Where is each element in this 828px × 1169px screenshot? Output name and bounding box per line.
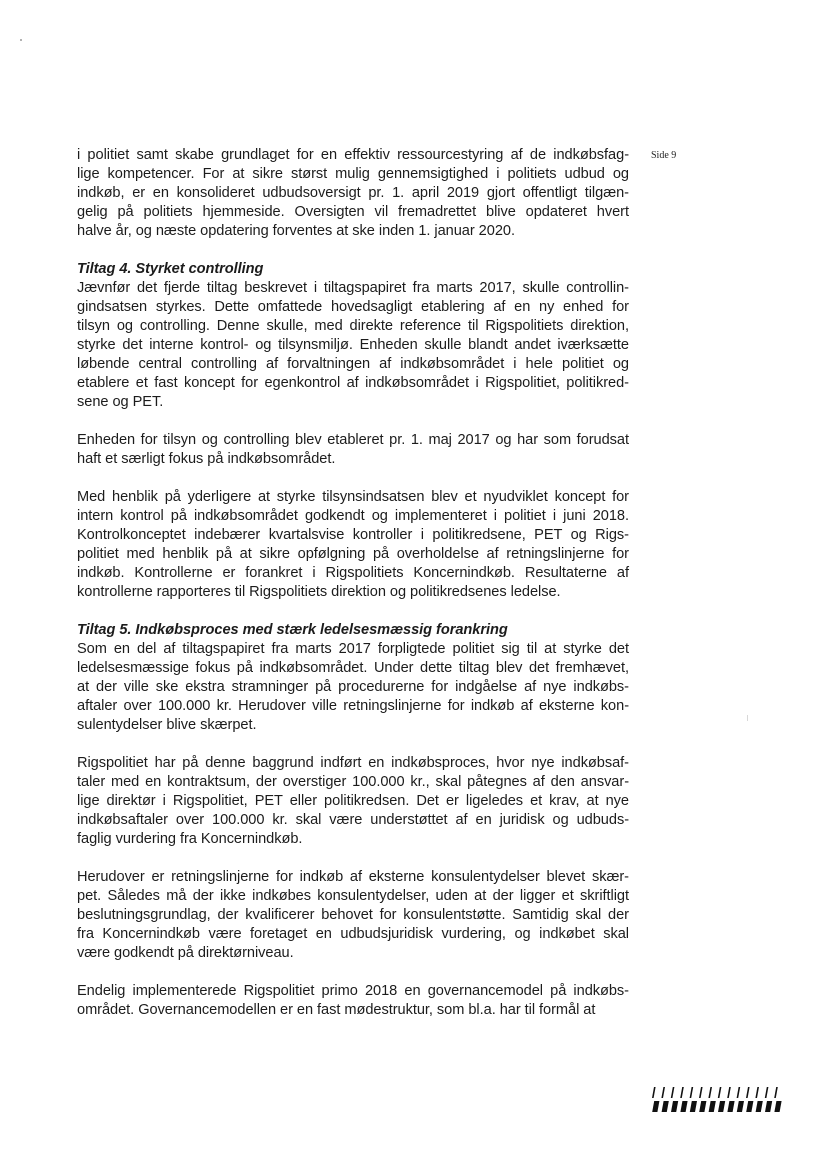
paragraph-7 <box>77 868 629 963</box>
scan-speck <box>20 39 22 41</box>
text-line: Enheden for tilsyn og controlling blev etableret pr. 1. maj 2017 og har som forudsat <box>77 432 629 448</box>
paragraph-2 <box>77 279 629 412</box>
text-line: løbende central controlling af forvaltningen af indkøbsområdet i hele politiet og <box>77 356 629 372</box>
barcode-icon <box>650 1087 785 1113</box>
text-line: gelig på politiets hjemmeside. Oversigten vil fremadrettet blive opdateret hvert <box>77 204 629 220</box>
text-line: faglig vurdering fra Koncernindkøb. <box>77 831 303 847</box>
text-line: taler med en kontraktsum, der overstiger 100.000 kr., skal påtegnes af den ansvar- <box>77 774 629 790</box>
paragraph-3 <box>77 431 629 469</box>
text-line: etablere et fast koncept for egenkontrol af indkøbsområdet i Rigspolitiet, politikred- <box>77 375 629 391</box>
text-line: være godkendt på direktørniveau. <box>77 945 294 961</box>
text-line: området. Governancemodellen er en fast mødestruktur, som bl.a. har til formål at <box>77 1002 596 1018</box>
text-line: Rigspolitiet har på denne baggrund indført en indkøbsproces, hvor nye indkøbsaf- <box>77 755 629 771</box>
text-line: indkøbsaftaler over 100.000 kr. skal være understøttet af en juridisk og udbuds- <box>77 812 629 828</box>
document-body <box>77 146 629 1020</box>
scan-mark <box>747 715 748 721</box>
text-line: Endelig implementerede Rigspolitiet primo 2018 en governancemodel på indkøbs- <box>77 983 629 999</box>
text-line: tilsyn og controlling. Denne skulle, med direkte reference til Rigspolitiets direktion, <box>77 318 629 334</box>
text-line: intern kontrol på indkøbsområdet godkendt og implementeret i politiet i juni 2018. <box>77 508 629 524</box>
text-line: halve år, og næste opdatering forventes at ske inden 1. januar 2020. <box>77 223 515 239</box>
text-line: sene og PET. <box>77 394 164 410</box>
text-line: haft et særligt fokus på indkøbsområdet. <box>77 451 336 467</box>
text-line: lige kompetencer. For at sikre størst mulig gennemsigtighed i politiets udbud og <box>77 166 629 182</box>
text-line: i politiet samt skabe grundlaget for en effektiv ressourcestyring af de indkøbsfag- <box>77 147 629 163</box>
text-line: Som en del af tiltagspapiret fra marts 2017 forpligtede politiet sig til at styrke det <box>77 641 629 657</box>
text-line: at der ville ske ekstra stramninger på procedurerne for indgåelse af nye indkøbs- <box>77 679 629 695</box>
paragraph-4 <box>77 488 629 602</box>
text-line: Herudover er retningslinjerne for indkøb af eksterne konsulentydelser blevet skær- <box>77 869 629 885</box>
paragraph-5 <box>77 640 629 735</box>
text-line: fra Koncernindkøb være foretaget en udbudsjuridisk vurdering, og indkøbet skal <box>77 926 629 942</box>
text-line: politiet med henblik på at sikre opfølgning på overholdelse af retningslinjerne for <box>77 546 629 562</box>
section-heading-tiltag-4: Tiltag 4. Styrket controlling <box>77 261 264 277</box>
text-line: aftaler over 100.000 kr. Herudover ville retningslinjerne for indkøb af eksterne kon- <box>77 698 629 714</box>
text-line: Kontrolkonceptet indebærer kvartalsvise kontroller i politikredsene, PET og Rigs- <box>77 527 629 543</box>
text-line: gindsatsen styrkes. Dette omfattede hovedsagligt etablering af en ny enhed for <box>77 299 629 315</box>
text-line: lige direktør i Rigspolitiet, PET eller politikredsen. Det er ligeledes et krav, at nye <box>77 793 629 809</box>
text-line: pet. Således må der ikke indkøbes konsulentydelser, uden at der ligger et skriftligt <box>77 888 629 904</box>
paragraph-8 <box>77 982 629 1020</box>
text-line: kontrollerne rapporteres til Rigspolitiets direktion og politikredsenes ledelse. <box>77 584 561 600</box>
text-line: indkøb. Kontrollerne er forankret i Rigspolitiets Koncernindkøb. Resultaterne af <box>77 565 629 581</box>
text-line: sulentydelser blive skærpet. <box>77 717 257 733</box>
text-line: styrke det interne kontrol- og tilsynsmiljø. Enheden skulle blandt andet iværksætte <box>77 337 629 353</box>
text-line: Jævnfør det fjerde tiltag beskrevet i tiltagspapiret fra marts 2017, skulle controllin- <box>77 280 629 296</box>
text-line: ledelsesmæssige fokus på indkøbsområdet. Under dette tiltag blev det fremhævet, <box>77 660 629 676</box>
section-heading-tiltag-5: Tiltag 5. Indkøbsproces med stærk ledelsesmæssig forankring <box>77 622 508 638</box>
page-number-label: Side 9 <box>651 150 677 161</box>
text-line: Med henblik på yderligere at styrke tilsynsindsatsen blev et nyudviklet koncept for <box>77 489 629 505</box>
paragraph-6 <box>77 754 629 849</box>
text-line: indkøb, er en konsolideret udbudsoversigt pr. 1. april 2019 gjort offentligt tilgæn- <box>77 185 629 201</box>
paragraph-1 <box>77 146 629 241</box>
text-line: beslutningsgrundlag, der kvalificerer behovet for konsulentstøtte. Samtidig skal der <box>77 907 629 923</box>
